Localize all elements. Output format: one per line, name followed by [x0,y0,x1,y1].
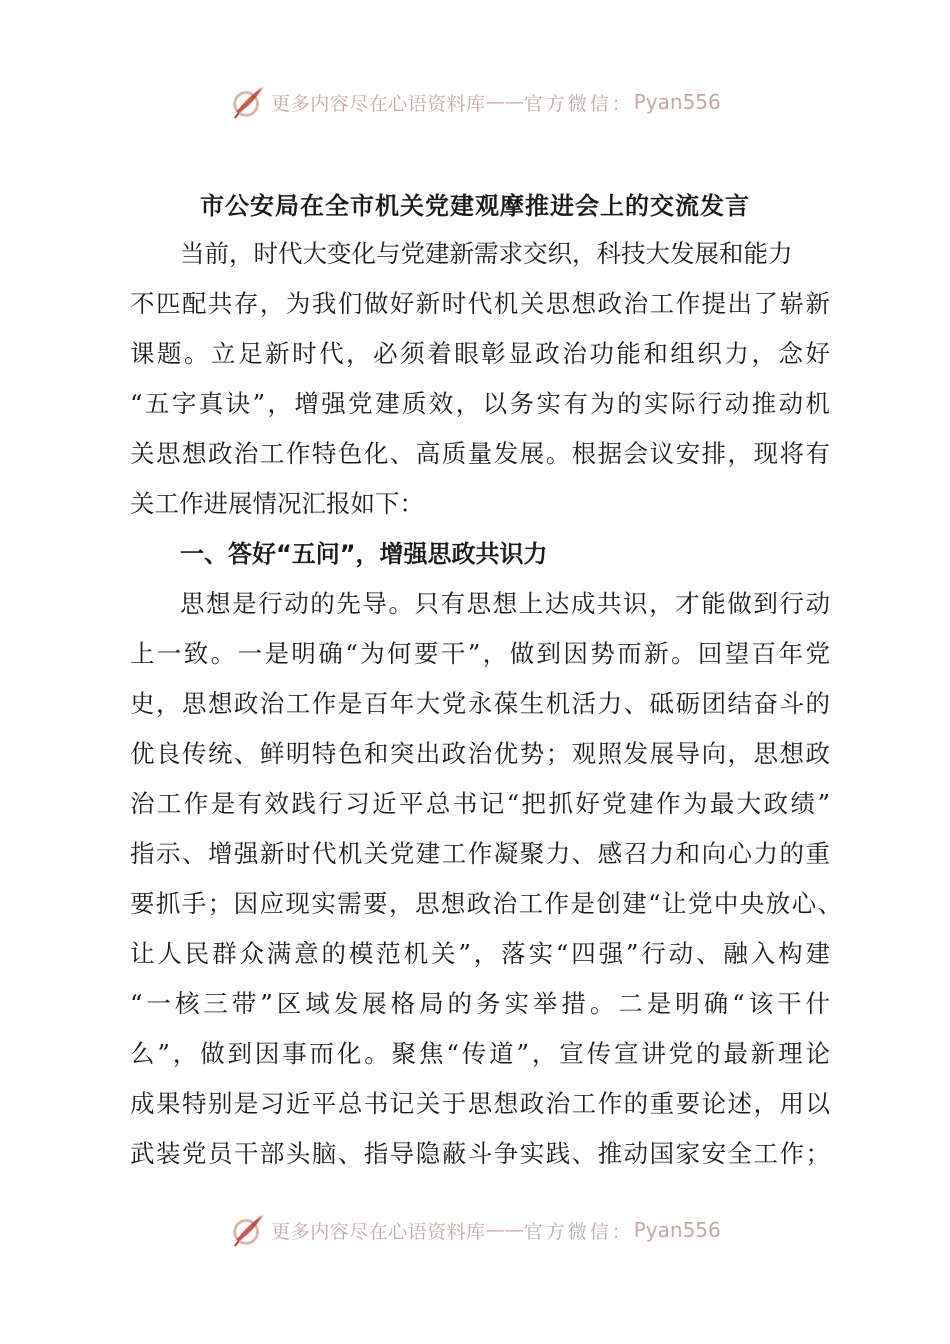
watermark-wechat-id: Pyan556 [633,90,721,114]
watermark-wechat-id: Pyan556 [633,1218,721,1242]
watermark-brand: 更多内容尽在心语资料库 [271,1220,486,1243]
body-line: 成果特别是习近平总书记关于思想政治工作的重要论述，用以 [130,1089,830,1118]
watermark-separator: —— [485,1219,524,1241]
body-line: 课题。立足新时代，必须着眼彰显政治功能和组织力，念好 [130,339,830,368]
watermark-brand: 更多内容尽在心语资料库 [271,92,486,115]
body-line: 关思想政治工作特色化、高质量发展。根据会议安排，现将有 [130,439,830,468]
body-line: 思想是行动的先导。只有思想上达成共识，才能做到行动 [180,589,830,618]
watermark-wechat-label: 官方微信： [523,1220,634,1243]
body-line: 关工作进展情况汇报如下： [130,489,424,518]
body-line: 武装党员干部头脑、指导隐蔽斗争实践、推动国家安全工作； [130,1139,830,1168]
body-line: 治工作是有效践行习近平总书记“把抓好党建作为最大政绩” [130,789,830,818]
body-line: 上一致。一是明确“为何要干”，做到因势而新。回望百年党 [130,639,830,668]
body-line: 么”，做到因事而化。聚焦“传道”，宣传宣讲党的最新理论 [130,1039,830,1068]
body-line: “一核三带”区域发展格局的务实举措。二是明确“该干什 [130,989,830,1018]
body-line: 让人民群众满意的模范机关”，落实“四强”行动、融入构建 [130,939,830,968]
body-line: 要抓手；因应现实需要，思想政治工作是创建“让党中央放心、 [130,889,842,918]
quill-logo-icon [229,83,267,121]
body-line: 不匹配共存，为我们做好新时代机关思想政治工作提出了崭新 [130,289,830,318]
body-line: 史，思想政治工作是百年大党永葆生机活力、砥砺团结奋斗的 [130,689,830,718]
quill-logo-icon [229,1211,267,1249]
section-heading: 一、答好“五问”，增强思政共识力 [180,540,548,568]
body-line: 指示、增强新时代机关党建工作凝聚力、感召力和向心力的重 [130,839,830,868]
body-line: “五字真诀”，增强党建质效，以务实有为的实际行动推动机 [130,389,830,418]
document-title: 市公安局在全市机关党建观摩推进会上的交流发言 [200,192,750,220]
watermark-separator: —— [485,91,524,113]
body-line: 当前，时代大变化与党建新需求交织，科技大发展和能力 [180,239,793,268]
watermark-footer [0,1210,950,1250]
body-line: 优良传统、鲜明特色和突出政治优势；观照发展导向，思想政 [130,739,830,768]
watermark-header [0,82,950,122]
watermark-wechat-label: 官方微信： [523,92,634,115]
